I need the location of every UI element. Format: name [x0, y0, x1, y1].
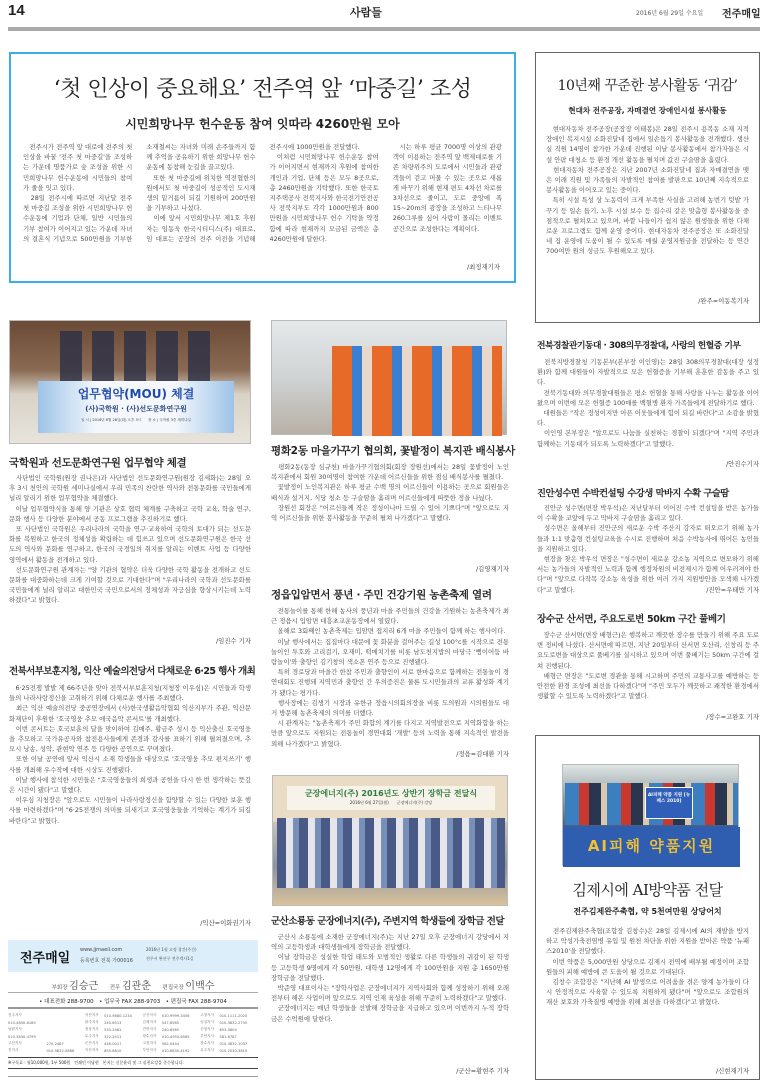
paper-name: 전주매일	[722, 9, 761, 20]
gunjang-banner-title: 군장에너지(주) 2016년도 상반기 장학금 전달식	[304, 789, 478, 798]
jeongeup-byline: /정읍=김대환 기자	[456, 750, 509, 758]
feature-article	[9, 52, 516, 283]
bohun-byline: /익산=이화권기자	[200, 919, 251, 927]
office-cell: 정읍지사	[84, 1027, 99, 1031]
jangsu-headline: 장수군 산서면, 주요도로변 50km 구간 풀베기	[537, 614, 726, 625]
volunteer-article	[535, 52, 760, 323]
bottom-rule	[8, 1076, 258, 1077]
role-name: 김관춘	[121, 981, 151, 992]
issue-date: 2016년 6월 29일 수요일	[636, 10, 704, 17]
volunteer-subheadline: 현대차 전주공장, 자매결연 장애인시설 봉사활동	[568, 106, 727, 115]
gimje-banner-title: AI피해 약품지원	[587, 837, 716, 855]
role-name: 이백수	[185, 981, 215, 992]
mou-byline: /임진수 기자	[215, 637, 251, 645]
office-cell: 010-4950-6565	[161, 1034, 190, 1039]
office-cell: 진지사	[8, 1048, 19, 1052]
gimje-sign: AI피해 약품 지원 [뉴패스 2010]	[645, 787, 693, 819]
office-cell: 547-6565	[161, 1020, 180, 1025]
office-cell	[46, 1026, 84, 1033]
office-cell: 446-0017	[104, 1041, 122, 1046]
office-cell: 진안지사	[142, 1027, 157, 1031]
office-cell: 581-6787	[219, 1034, 237, 1039]
office-cell: 부안지사	[200, 1034, 215, 1038]
masthead-phones: • 대표전화 288-9700 • 업무국 FAX 288-9703 • 편집국 FAX 288-9704	[8, 997, 258, 1009]
role-name: 김승근	[69, 981, 99, 992]
office-row	[8, 1019, 258, 1026]
office-cell: 010-2030-3810	[219, 1048, 248, 1053]
feature-headline: ‘첫 인상이 중요해요’ 전주역 앞 ‘마중길’ 조성	[53, 77, 472, 102]
office-cell	[46, 1019, 84, 1026]
office-cell: 부안지사	[142, 1048, 157, 1052]
office-cell: 장수지사	[200, 1041, 215, 1045]
role-title: 전무	[109, 985, 121, 991]
gunjang-byline: /군산=황현주 기자	[456, 1067, 509, 1075]
gimje-banner	[563, 827, 740, 867]
pyeonghwa-headline: 평화2동 마을가꾸기 협의회, 꽃밭정이 복지관 배식봉사	[271, 445, 516, 457]
office-cell: 완주지사	[84, 1020, 99, 1024]
office-cell: 010-3830-4799	[8, 1034, 36, 1039]
office-cell: 무주지사	[84, 1034, 99, 1038]
mou-headline: 국학원과 선도문화연구원 업무협약 체결	[9, 457, 187, 469]
office-cell: 562-0444	[161, 1041, 180, 1046]
office-cell: 010-4830-6180	[8, 1020, 36, 1025]
section-title: 사람들	[350, 6, 382, 19]
gunjang-body: 군산시 소룡동에 소재한 군장에너지(주)는 지난 27일 오후 군장에너지 강당에서 지역의 고등학생과 대학생들에게 장학금을 전달했다. 이날 장학금은 성실한 학업 태도와 모범적인 생활로 다른 학생들의 귀감이 된 학생 등 고등학생 9명에게 각 50만원, 대학생 12명에게 각 100만원을 지원 총 1650만원 장학금을 전달했다. 박준영 대표이사는 "장학사업은 군장에너지가 지역사회와 함께 성장하기 위해 오래전부터 해온 사업이며 앞으로도 지역 인재 육성을 위해 꾸준히 노력하겠다"고 말했다. 군장에너지는 매년 학생들을 선발해 장학금을 지급하고 있으며 이번까지 누적 장학금은 수억원에 달한다.	[271, 933, 509, 1023]
jeongeup-body: 전통놀이를 통해 한해 농사의 풍년과 마을 주민들의 건강을 기원하는 농촌축제가 최근 정읍시 입암면 대흥초교운동장에서 열렸다. 올해로 3회째인 농촌축제는 입암면 접지리 6개 마을 주민들이 함께 하는 행사이다. 이날 행사에서는 집집마다 대문에 꽃 화분을 걸어주는 길성 100°c를 시작으로 전통놀이인 투호와 고리걸기, 오재미, 떡메치기를 비롯 남도천지밥의 마당극 '뻥이어둠 바람놀이'와 출향인 김기창의 색소폰 연주 등으로 진행됐다. 특히 경로당과 마을간 한참 주민과 출향인이 서로 한마음으로 함께하는 전통놀이 경연대회도 진행돼 지역민과 출향인 간 우의증진은 물론 도시민들과의 교류 활성화 계기가 됐다는 평가다. 행사장에는 김생기 시장과 유한규 정읍시의회의장을 비롯 도의원과 시의원들도 대거 방문해 농촌축제의 의미를 더했다. 시 관계자는 "농촌축제가 주민 화합의 계기를 다지고 지역발전으로 지역화합을 하는 만큼 앞으로도 지원되는 전통놀이 경연대회 '개발' 등의 노력을 통해 지속적인 발전을 꾀해 나가겠다"고 밝혔다.	[271, 607, 509, 748]
mou-banner-title: 업무협약(MOU) 체결	[77, 387, 195, 401]
office-cell: 270-2487	[46, 1041, 64, 1046]
gunjang-banner	[287, 786, 495, 810]
gunjang-headline: 군산소룡동 군장에너지(주), 주변지역 학생들에 장학금 전달	[271, 916, 505, 927]
jangsu-byline: /장수=고완호 기자	[706, 713, 759, 721]
photo-students	[277, 818, 505, 888]
office-cell: 010-9880-1234	[104, 1013, 132, 1018]
gimje-article	[535, 735, 760, 1080]
office-cell: 240-6513	[104, 1020, 122, 1025]
mou-banner	[38, 381, 234, 433]
masthead-registration: 등록번호 전북 가00016	[80, 958, 133, 964]
masthead-top	[8, 940, 258, 972]
masthead-address-2: 전주시 완산구 전주객사1길	[146, 956, 194, 961]
masthead-roles	[8, 977, 258, 993]
masthead-website: www.jjmaeil.com	[80, 947, 123, 953]
masthead-footer: ※구독료 : 월10,000원, 1부 500원 인쇄인 이남현 본지는 신문윤리 및 그 실천요강을 준수합니다.	[8, 1057, 258, 1069]
office-cell: 010-3832-2735	[219, 1020, 248, 1025]
photo-people	[60, 331, 210, 381]
jinan-body: 진안군 성수면(면장 박우석)은 지난달부터 이어진 수박 컨설팅을 받은 농가들이 수확을 코앞에 두고 막바지 구슬땀을 흘리고 있다. 성수면은 올해부터 진안군의 새로운 수박 주산지 강자로 떠오르기 위해 농가들과 1:1 맞춤형 컨설팅교육을 수시로 진행하며 처음 수박농사에 뛰어든 농민들을 지원하고 있다. 현장을 찾은 박우석 면장은 "성수면이 새로운 강소농 지역으로 변모하기 위해서는 농가들의 자발적인 노력과 함께 행정차원의 비전제시가 함께 어우러져야 한다"며 "앞으로 다작목 강소농 육성을 위한 여러 가지 지원방안을 모색해 나가겠다"고 말했다.	[537, 504, 760, 594]
office-cell: 010-1111-2020	[219, 1013, 248, 1018]
masthead-logo: 전주매일	[20, 951, 71, 966]
office-cell: 군산지사	[142, 1013, 157, 1017]
bohun-headline: 전북서부보훈지청, 익산 예술의전당서 다채로운 6·25 행사 개최	[9, 666, 256, 677]
masthead	[8, 940, 258, 1080]
bohun-body: 6·25전쟁 발발 제 66주년을 맞아 전북서부보훈지청(지청장 이우심)은 시민들과 학생들의 나라사랑정신을 고취하기 위해 다채로운 행사를 주최했다. 최근 익산 예술의전당 중공연장에서 (사)한국생활음악협회 익산지부가 주관, 익산문화재단이 후원한 '호국영웅 추모 애국음악 콘서트'를 개최했다. 이번 콘서트는 호국보훈의 달을 맞이하여 김매주, 황금주 성시 등 익산출신 호국영웅을 추모하고 국가유공자와 참전용사들에게 존경과 감사를 표하기 위해 펼쳐졌으며, 추모시 낭송, 성악, 관현악 연주 등 다양한 공연으로 꾸며졌다. 또한 이날 공연에 앞서 익산시 소재 학생들을 대상으로 '호국영웅 추모 편지쓰기' 행사를 개최해 우수작에 대한 시상도 진행됐다. 이날 행사에 참석한 시민들은 "호국영웅들의 희생과 공헌을 다시 한 번 생각하는 뜻깊은 시간이 됐다"고 말했다. 이우심 지청장은 "앞으로도 시민들이 나라사랑정신을 함양할 수 있는 다양한 보훈 행사를 마련하겠다"며 "6·25전쟁의 의미를 되새기고 호국영웅들을 기억하는 계기가 되길 바란다"고 밝혔다.	[9, 684, 251, 825]
feature-subheadline: 시민희망나무 헌수운동 참여 잇따라 4260만원 모아	[125, 117, 400, 131]
feature-body: 전주시가 전주역 앞 대로에 전주의 첫 인상을 바꿀 '전주 첫 마중길'을 조성하는 가운데 명품가로 숲 조성을 위한 시민희망나무 헌수운동에 시민들의 참여가 줄을 잇고 있다. 28일 전주시에 따르면 지난달 전주 첫 마중길 조성을 위한 시민희망나무 헌수운동에 기업과 단체, 일반 시민들의 기부 참여가 이어지고 있는 가운데 자녀의 결혼식 기념으로 500만원을 기부한 소재철씨는 자녀와 미래 손주들까지 함께 추억을 공유하기 위한 희망나무 헌수운동에 동참해 눈길을 끌고있다. 또한 첫 마중길에 위치한 역전협한의원에서도 첫 마중길이 성공적인 도시재생의 밑거름이 되길 기원하며 200만원을 기부하고 나섰다. 이에 앞서 시민희망나무 제1호 후원자는 임동욱 한국시티디스(주) 대표로, 임 대표는 공장의 전주 이전을 기념해 전주시에 1000만원을 전달했다. 이처럼 시민희망나무 헌수운동 참여가 이어지면서 현재까지 후원에 참여한 개인과 기업, 단체 등은 모두 8곳으로, 총 2460만원을 기탁했다. 또한 한국토지주택공사 전북지사와 한국전기안전공사 전북지부도 각각 1000만원과 800만원을 시민희망나무 헌수 기탁을 약정함에 따라 현재까지 모금된 금액은 총 4260만원에 달한다. 시는 하루 평균 7000명 이상의 관광객이 이용하는 전주역 앞 백제대로를 기존 차량위주의 도로에서 시민들과 관광객들이 걷고 머물 수 있는 곳으로 새롭게 바꾸기 위해 현재 편도 4차선 차로를 3차선으로 줄이고, 도로 중앙에 폭15~20m의 광장을 조성하고 느티나무 260그루를 심어 사람이 몰리는 이벤트 공간으로 조성한다는 계획이다.	[23, 143, 502, 243]
office-cell	[46, 1033, 84, 1040]
gunjang-photo	[272, 775, 508, 906]
office-cell: 장수지사	[142, 1034, 157, 1038]
branch-office-table	[8, 1012, 258, 1054]
role-title: 부회장	[51, 985, 68, 991]
gimje-subheadline: 전주김제완주축협, 약 5천여만원 상당어치	[573, 907, 722, 916]
gimje-headline: 김제시에 AI방약품 전달	[572, 881, 723, 899]
office-cell: 322-2411	[104, 1034, 122, 1039]
office-cell	[46, 1012, 84, 1019]
office-row	[8, 1047, 258, 1054]
office-row	[8, 1033, 258, 1040]
office-cell: 전주지사	[8, 1013, 22, 1017]
mou-banner-sub: (사)국학원 · (사)선도문화연구원	[85, 405, 187, 413]
office-cell: 고창지사	[142, 1041, 157, 1045]
office-cell: 010-9999-3456	[161, 1013, 190, 1018]
office-cell: 익산지사	[84, 1013, 99, 1017]
volunteer-byline: /완주=이동복기자	[698, 297, 749, 305]
gimje-photo	[562, 764, 739, 866]
office-cell: 남원지사	[8, 1027, 22, 1031]
police-byline: /안진수기자	[725, 460, 759, 468]
office-cell: 무주지사	[200, 1048, 215, 1052]
office-cell: 653-0804	[219, 1027, 237, 1032]
police-body: 전북지방경찰청 기동본부(본부장 이인영)는 28일 308의무경찰대(대장 성정환)와 함께 대원들이 자발적으로 모은 헌혈증을 기부해 훈훈한 감동을 주고 있다. 전북기동대와 의무경찰대원들은 평소 헌혈을 통해 사랑을 나누는 활동을 이어왔으며 이번에 모은 헌혈증 100매를 백혈병 환자 가족들에게 전달하기로 했다. 대원들은 "작은 정성이지만 아픈 이웃들에게 힘이 되길 바란다"고 소감을 밝혔다. 이인영 본부장은 "앞으로도 나눔을 실천하는 경찰이 되겠다"며 "지역 주민과 함께하는 기동대가 되도록 노력하겠다"고 말했다.	[537, 358, 759, 448]
mou-photo	[9, 320, 251, 444]
office-cell: 010-9832-5886	[46, 1048, 75, 1053]
mou-banner-info: 일 시 | 2016년 6월 28일(화) 오후 3시 장 소 | 국학원 3층 세미나실	[81, 418, 191, 422]
feature-byline: /최정재기자	[466, 263, 500, 271]
header-rule	[8, 27, 760, 31]
photo-volunteers	[332, 346, 502, 436]
office-row	[8, 1012, 258, 1019]
office-cell: 010-3832-1037	[219, 1041, 248, 1046]
office-cell: 임실지사	[200, 1020, 215, 1024]
office-row	[8, 1026, 258, 1033]
gimje-body: 전주김제완주축협(조합장 김창수)은 28일 김제시에 AI의 재발을 방지하고 악성가축전염병 유입 및 원천 차단을 위한 지원을 받아온 약품 '뉴패스2010'을 전달했다. 이번 약품은 5,000만원 상당으로 김제시 전역에 배부될 예정이며 조합원들의 피해 예방에 큰 도움이 될 것으로 기대된다. 김창수 조합장은 "지난해 AI 발생으로 어려움을 겪은 양계 농가들이 다시 안정적으로 사육할 수 있도록 지원하게 됐다"며 "앞으로도 조합원의 재산 보호와 가축질병 예방을 위해 최선을 다하겠다"고 밝혔다.	[546, 927, 749, 1007]
office-cell: 군산지사	[84, 1041, 99, 1045]
jeongeup-headline: 정읍입암면서 풍년 · 주민 건강기원 농촌축제 열려	[271, 589, 492, 601]
gunjang-banner-info: 2016년 6월 27일(월) 군장에너지(주) 강당	[349, 800, 433, 805]
pyeonghwa-body: 평화2동(동장 심규천) 마을가꾸기협의회(회장 장원선)에서는 28일 꽃밭정이 노인복지관에서 회원 30여명이 참여한 가운데 어르신들을 위한 점심 배식봉사를 펼쳤다. 꽃밭정이 노인복지관은 하루 평균 수백 명의 어르신들이 이용하는 곳으로 회원들은 배식과 설거지, 식당 청소 등 구슬땀을 흘리며 어르신들에게 따뜻한 정을 나눴다. 장원선 회장은 "어르신들께 작은 정성이나마 드릴 수 있어 기쁘다"며 "앞으로도 지역 어르신들을 위한 봉사활동을 꾸준히 펼쳐 나가겠다"고 말했다.	[271, 463, 509, 523]
office-cell: 익산지사	[84, 1048, 99, 1052]
masthead-address-1: 2016년 1월 고정 창간(주간)	[146, 947, 197, 952]
office-cell: 순창지사	[200, 1027, 215, 1031]
office-cell: 855-6810	[104, 1048, 122, 1053]
jinan-headline: 진안성수면 수박컨설팅 수강생 막바지 수확 구슬땀	[537, 488, 729, 499]
volunteer-headline: 10년째 꾸준한 봉사활동 ‘귀감’	[557, 78, 738, 94]
police-headline: 전북경찰관기동대 · 308의무경찰대, 사랑의 헌혈증 기부	[537, 341, 741, 351]
office-cell: 김제지사	[142, 1020, 157, 1024]
office-cell: 010-6830-4192	[161, 1048, 190, 1053]
pyeonghwa-byline: /김영재기자	[475, 565, 509, 573]
gimje-byline: /신현재기자	[715, 1067, 749, 1075]
jinan-byline: /진안=우태만 기자	[706, 586, 759, 594]
office-row	[8, 1040, 258, 1047]
office-cell: 240-6565	[161, 1027, 180, 1032]
pyeonghwa-photo	[271, 320, 507, 435]
mou-body: 사단법인 국학원(원장 권나은)과 사단법인 선도문화연구원(원장 김세화)는 28일 오후 3시 천안의 국학원 세미나실에서 우리 민족의 찬란한 역사와 전통문화를 국민들에게 널리 알리기 위한 업무협약을 체결했다. 이날 업무협약식을 통해 양 기관은 상호 협력 체계를 구축하고 국학 교육, 학술 연구, 문화 행사 등 다양한 분야에서 공동 프로그램을 추진하기로 했다. 또 사단법인 국학원은 우리나라의 국학을 연구·교육하여 국학의 토대가 되는 선도문화를 복원하고 한국의 정체성을 확립하는 데 힘쓰고 있으며 선도문화연구원은 한국 선도의 역사와 문화를 연구하고, 한국의 국경일의 취지를 알리는 이벤트 사업 등 다양한 영역에서 활동을 전개하고 있다. 선도문화연구원 관계자는 "양 기관의 협약은 더욱 다양한 국학 활동을 전개하고 선도문화를 대중화하는데 크게 기여할 것으로 기대한다"며 "우리나라의 국학과 선도문화를 국민들에게 널리 알리고 대한민국 국민으로서의 정체성과 자긍심을 향상시키는데 노력하겠다"고 밝혔다.	[9, 474, 251, 605]
role-title: 편집국장	[162, 985, 184, 991]
office-cell: 고창지사	[200, 1013, 215, 1017]
page-number: 14	[8, 2, 25, 19]
volunteer-body: 현대자동차 전주공장(공장장 이태봉)은 28일 전주시 용복동 소재 지적장애인 복지시설 소화진달네 집에서 일손돕기 봉사활동을 전개했다. 생산실 직원 14명이 참가한 가운데 진행된 이날 봉사활동에서 참가자들은 시설 안팎 대청소 등 환경 개선 활동을 펼치며 값진 구슬땀을 흘렸다. 현대자동차 전주공장은 지난 2007년 소화진달네 집과 자매결연을 맺은 이래 직원 및 가족들의 자발적인 참여를 발판으로 10년째 지속적으로 봉사활동을 이어오고 있는 중이다. 특히 시설 특성 상 노동력이 크게 부족한 사실을 고려해 농번기 텃밭 가꾸기 등 일손 돕기, 노후 시설 보수 등 집수리 같은 맞춤형 봉사활동을 중점적으로 펼쳐오고 있으며, 바깥 나들이가 쉽지 않은 원생들을 위한 다채로운 프로그램도 함께 운영 중이다. 현대자동차 전주공장은 또 소화진달네 집 운영에 도움이 될 수 있도록 매월 운영지원금을 전달하는 등 연간 700여만 원의 성금도 후원해오고 있다.	[546, 125, 749, 256]
office-cell: 533-2481	[104, 1027, 122, 1032]
office-cell: 고산지사	[8, 1041, 22, 1045]
jangsu-body: 장수군 산서면(면장 배형근)은 행복하고 깨끗한 장수를 만들기 위해 주요 도로변 정비에 나섰다. 산서면에 따르면, 지난 20일부터 산서면 오산리, 신창리 등 주요도로변을 대상으로 풀베기를 실시하고 있으며 이번 풀베기는 50km 구간에 걸쳐 진행된다. 배형근 면장은 "도로변 경관을 통해 시고하며 주민의 교통사고를 예방하는 등 안전한 환경 조성에 최선을 다하겠다"며 "주민 모두가 깨끗하고 쾌적한 환경에서 생활할 수 있도록 노력하겠다"고 말했다.	[537, 631, 759, 701]
